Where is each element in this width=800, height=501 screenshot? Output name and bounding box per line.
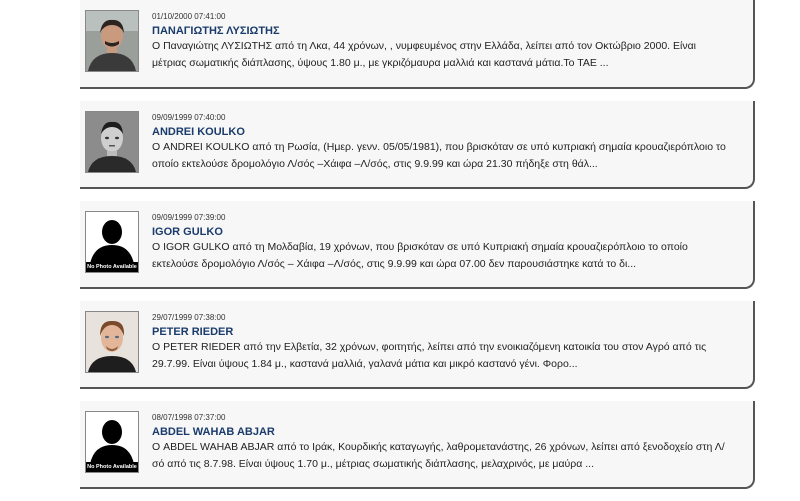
portrait-image: [86, 112, 138, 172]
entry-date: 29/07/1999 07:38:00: [152, 313, 226, 322]
entry-description: [152, 439, 743, 473]
entry-date: 01/10/2000 07:41:00: [152, 12, 226, 21]
person-name-link[interactable]: ΠΑΝΑΓΙΩΤΗΣ ΛΥΣΙΩΤΗΣ: [152, 25, 280, 37]
list-item: [80, 301, 755, 389]
description-line: 29.7.99. Είναι ύψους 1.84 μ., καστανά μαλλιά, γαλανά μάτια και μικρό καστανό γένι. Φορο...: [152, 358, 578, 370]
person-photo[interactable]: [85, 10, 139, 72]
no-photo-silhouette-icon: [86, 412, 138, 472]
entry-date: 08/07/1998 07:37:00: [152, 413, 226, 422]
portrait-image: [86, 11, 138, 71]
person-name-link[interactable]: PETER RIEDER: [152, 326, 234, 338]
no-photo-caption: No Photo Available: [87, 264, 137, 270]
description-line: οποίο εκτελούσε δρομολόγιο Λ/σός –Χάιφα –Λ/σός, στις 9.9.99 και ώρα 21.30 πήδηξε στη θάλ...: [152, 158, 598, 170]
person-photo[interactable]: [85, 211, 139, 273]
description-line: Ο Παναγιώτης ΛΥΣΙΩΤΗΣ από τη Λκα, 44 χρόνων, , νυμφευμένος στην Ελλάδα, λείπει από τον Οκτώβριο 2000. Είναι: [152, 40, 696, 52]
entry-date: 09/09/1999 07:39:00: [152, 213, 226, 222]
entry-description: [152, 139, 743, 173]
no-photo-caption: No Photo Available: [87, 464, 137, 470]
portrait-image: [86, 312, 138, 372]
list-item: [80, 0, 755, 89]
entry-description: [152, 239, 743, 273]
description-line: μέτριας σωματικής διάπλασης, ύψους 1.80 μ., με γκριζόμαυρα μαλλιά και καστανά μάτια.Το ΤΑΕ ...: [152, 57, 609, 69]
person-name-link[interactable]: IGOR GULKO: [152, 226, 223, 238]
entry-date: 09/09/1999 07:40:00: [152, 113, 226, 122]
entry-description: [152, 38, 743, 72]
missing-persons-list: [80, 0, 755, 501]
no-photo-silhouette-icon: [86, 212, 138, 272]
list-item: [80, 101, 755, 189]
person-photo[interactable]: [85, 311, 139, 373]
person-name-link[interactable]: ABDEL WAHAB ABJAR: [152, 426, 275, 438]
description-line: Ο IGOR GULKO από τη Μολδαβία, 19 χρόνων, που βρισκόταν σε υπό Κυπριακή σημαία κρουαζιερόπλοιο το οποίο: [152, 241, 688, 253]
description-line: εκτελούσε δρομολόγιο Λ/σός – Χάιφα –Λ/σός, στις 9.9.99 και ώρα 07.00 δεν παρουσιάστηκε κατά το δι...: [152, 258, 637, 270]
list-item: [80, 401, 755, 489]
person-photo[interactable]: [85, 411, 139, 473]
description-line: σό από τις 8.7.98. Είναι ύψους 1.70 μ., μέτριας σωματικής διάπλασης, μελαχρινός, με μαύρα ...: [152, 458, 595, 470]
person-name-link[interactable]: ANDREI KOULKO: [152, 126, 245, 138]
person-photo[interactable]: [85, 111, 139, 173]
description-line: Ο PETER RIEDER από την Ελβετία, 32 χρόνων, φοιτητής, λείπει από την ενοικιαζόμενη κατοικία του στον Αγρό από τις: [152, 341, 707, 353]
list-item: [80, 201, 755, 289]
description-line: Ο ANDREI KOULKO από τη Ρωσία, (Ημερ. γενν. 05/05/1981), που βρισκόταν σε υπό κυπριακή σημαία κρουαζιερόπλοιο το: [152, 141, 726, 153]
description-line: Ο ABDEL WAHAB ABJAR από το Ιράκ, Κουρδικής καταγωγής, λαθρομετανάστης, 26 χρόνων, λείπει από ξενοδοχείο στη Λ/: [152, 441, 725, 453]
entry-description: [152, 339, 743, 373]
